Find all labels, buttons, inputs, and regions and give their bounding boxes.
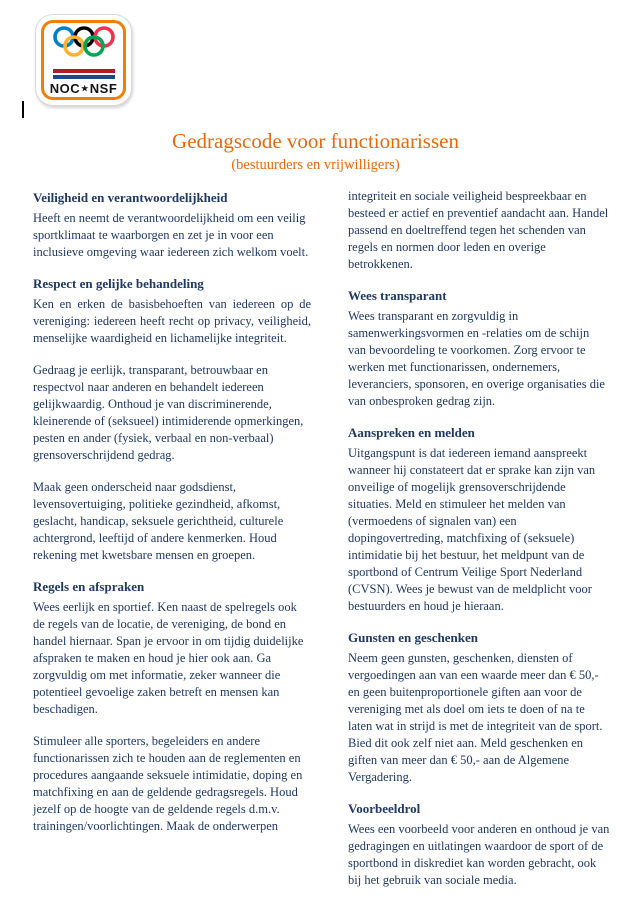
body-paragraph: Wees eerlijk en sportief. Ken naast de spelregels ook de regels van de locatie, de vereniging, de bond en handel hiernaar. Span je ervoor in om tijdig duidelijke afspraken te maken en houd je hier ook aan. Ga zorgvuldig om met informatie, zeker wanneer die potentieel gevoelige zaken betreft en mensen kan beschadigen. [33, 600, 304, 716]
body-paragraph: Wees transparant en zorgvuldig in samenwerkingsvormen en -relaties om de schijn van bevoordeling te voorkomen. Zorg ervoor te werken met functionarissen, ondernemers, leveranciers, sponsoren, en overige organisaties die van onbesproken gedrag zijn. [348, 309, 605, 408]
section-heading: Voorbeeldrol [348, 801, 421, 816]
body-paragraph: Wees een voorbeeld voor anderen en onthoud je van gedragingen en uitlatingen waardoor de sport of de sportbond in diskrediet kan worden gebracht, ook bij het gebruik van sociale media. [348, 822, 610, 887]
logo-text-right: NSF [89, 81, 118, 96]
dutch-flag-stripes [53, 69, 115, 79]
body-paragraph: Maak geen onderscheid naar godsdienst, levensovertuiging, politieke gezindheid, afkomst, geslacht, handicap, seksuele gerichtheid, culturele achtergrond, leeftijd of andere kenmerken. Houd rekening met kwetsbare mensen en groepen. [33, 480, 284, 562]
star-icon: ★ [81, 84, 89, 93]
page-title: Gedragscode voor functionarissen [172, 129, 459, 153]
body-paragraph: Uitgangspunt is dat iedereen iemand aanspreekt wanneer hij constateert dat er sprake kan zijn van onveilige of mogelijk grensoverschrijdende situaties. Meld en stimuleer het melden van (vermoedens of signalen van) een dopingovertreding, matchfixing of (seksuele) intimidatie bij het bestuur, het meldpunt van de sportbond of Centrum Veilige Sport Nederland (CVSN). Wees je bewust van de meldplicht voor bestuurders en houd je hieraan. [348, 446, 596, 613]
body-paragraph: Neem geen gunsten, geschenken, diensten of vergoedingen aan van een waarde meer dan € 50,- en geen buitenproportionele giften aan voor de vereniging met als doel om iets te doen of na te laten wat in strijd is met de integriteit van de sport. Bied dit ook zelf niet aan. Meld geschenken en giften van meer dan € 50,- aan de Algemene Vergadering. [348, 651, 603, 784]
olympic-rings-icon [53, 26, 115, 66]
section-heading: Aanspreken en melden [348, 425, 475, 440]
body-paragraph: integriteit en sociale veiligheid bespreekbaar en besteed er actief en preventief aandacht aan. Handel passend en doeltreffend tegen het schenden van regels en normen door leden en overige betrokkenen. [348, 189, 609, 271]
text-cursor [22, 101, 24, 118]
column-right [348, 188, 610, 904]
section-heading: Gunsten en geschenken [348, 630, 479, 645]
body-paragraph: Gedraag je eerlijk, transparant, betrouwbaar en respectvol naar anderen en behandelt iedereen gelijkwaardig. Onthoud je van discriminerende, kleinerende of (seksueel) intimiderende opmerkingen, pesten en ander (fysiek, verbaal en non-verbaal) grensoverschrijdend gedrag. [33, 363, 304, 462]
document-body [33, 188, 610, 904]
body-paragraph: Stimuleer alle sporters, begeleiders en andere functionarissen zich te houden aan de reglementen en procedures aangaande seksuele intimidatie, doping en matchfixing en aan de geldende gedragsregels. Houd jezelf op de hoogte van de geldende regels d.m.v. trainingen/voorlichtingen. Maak de onderwerpen [33, 734, 303, 833]
section-heading: Regels en afspraken [33, 579, 145, 594]
nocnsf-logo-frame [41, 20, 126, 100]
section-heading: Wees transparant [348, 288, 447, 303]
body-paragraph: Heeft en neemt de verantwoordelijkheid om een veilig sportklimaat te waarborgen en zet je in voor een inclusieve omgeving waar iedereen zich welkom voelt. [33, 211, 309, 259]
page-subtitle: (bestuurders en vrijwilligers) [231, 157, 400, 173]
section-heading: Veiligheid en verantwoordelijkheid [33, 190, 228, 205]
section-heading: Respect en gelijke behandeling [33, 276, 204, 291]
nocnsf-logo-text [50, 81, 118, 96]
logo-text-left: NOC [49, 81, 81, 96]
column-left [33, 188, 311, 904]
nocnsf-logo [35, 14, 132, 106]
title-block [0, 129, 631, 174]
body-paragraph: Ken en erken de basisbehoeften van iedereen op de vereniging: iedereen heeft recht op privacy, veiligheid, menselijke waardigheid en lichamelijke integriteit. [33, 297, 311, 345]
